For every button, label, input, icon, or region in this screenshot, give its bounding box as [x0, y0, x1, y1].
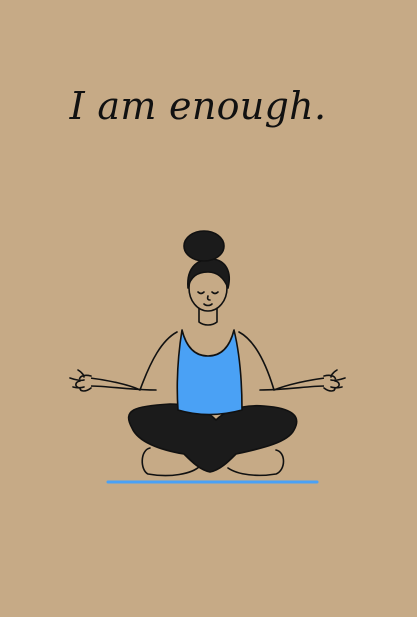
meditating-woman-icon — [50, 220, 370, 500]
right-arm-inner — [260, 386, 325, 390]
left-arm-inner — [90, 386, 156, 390]
affirmation-text: I am enough. — [69, 84, 327, 128]
right-hand — [324, 370, 345, 391]
left-hand — [70, 370, 91, 391]
right-arm — [239, 332, 325, 390]
left-arm — [90, 332, 177, 390]
hair-bun — [184, 231, 224, 261]
tank-top — [177, 330, 242, 415]
